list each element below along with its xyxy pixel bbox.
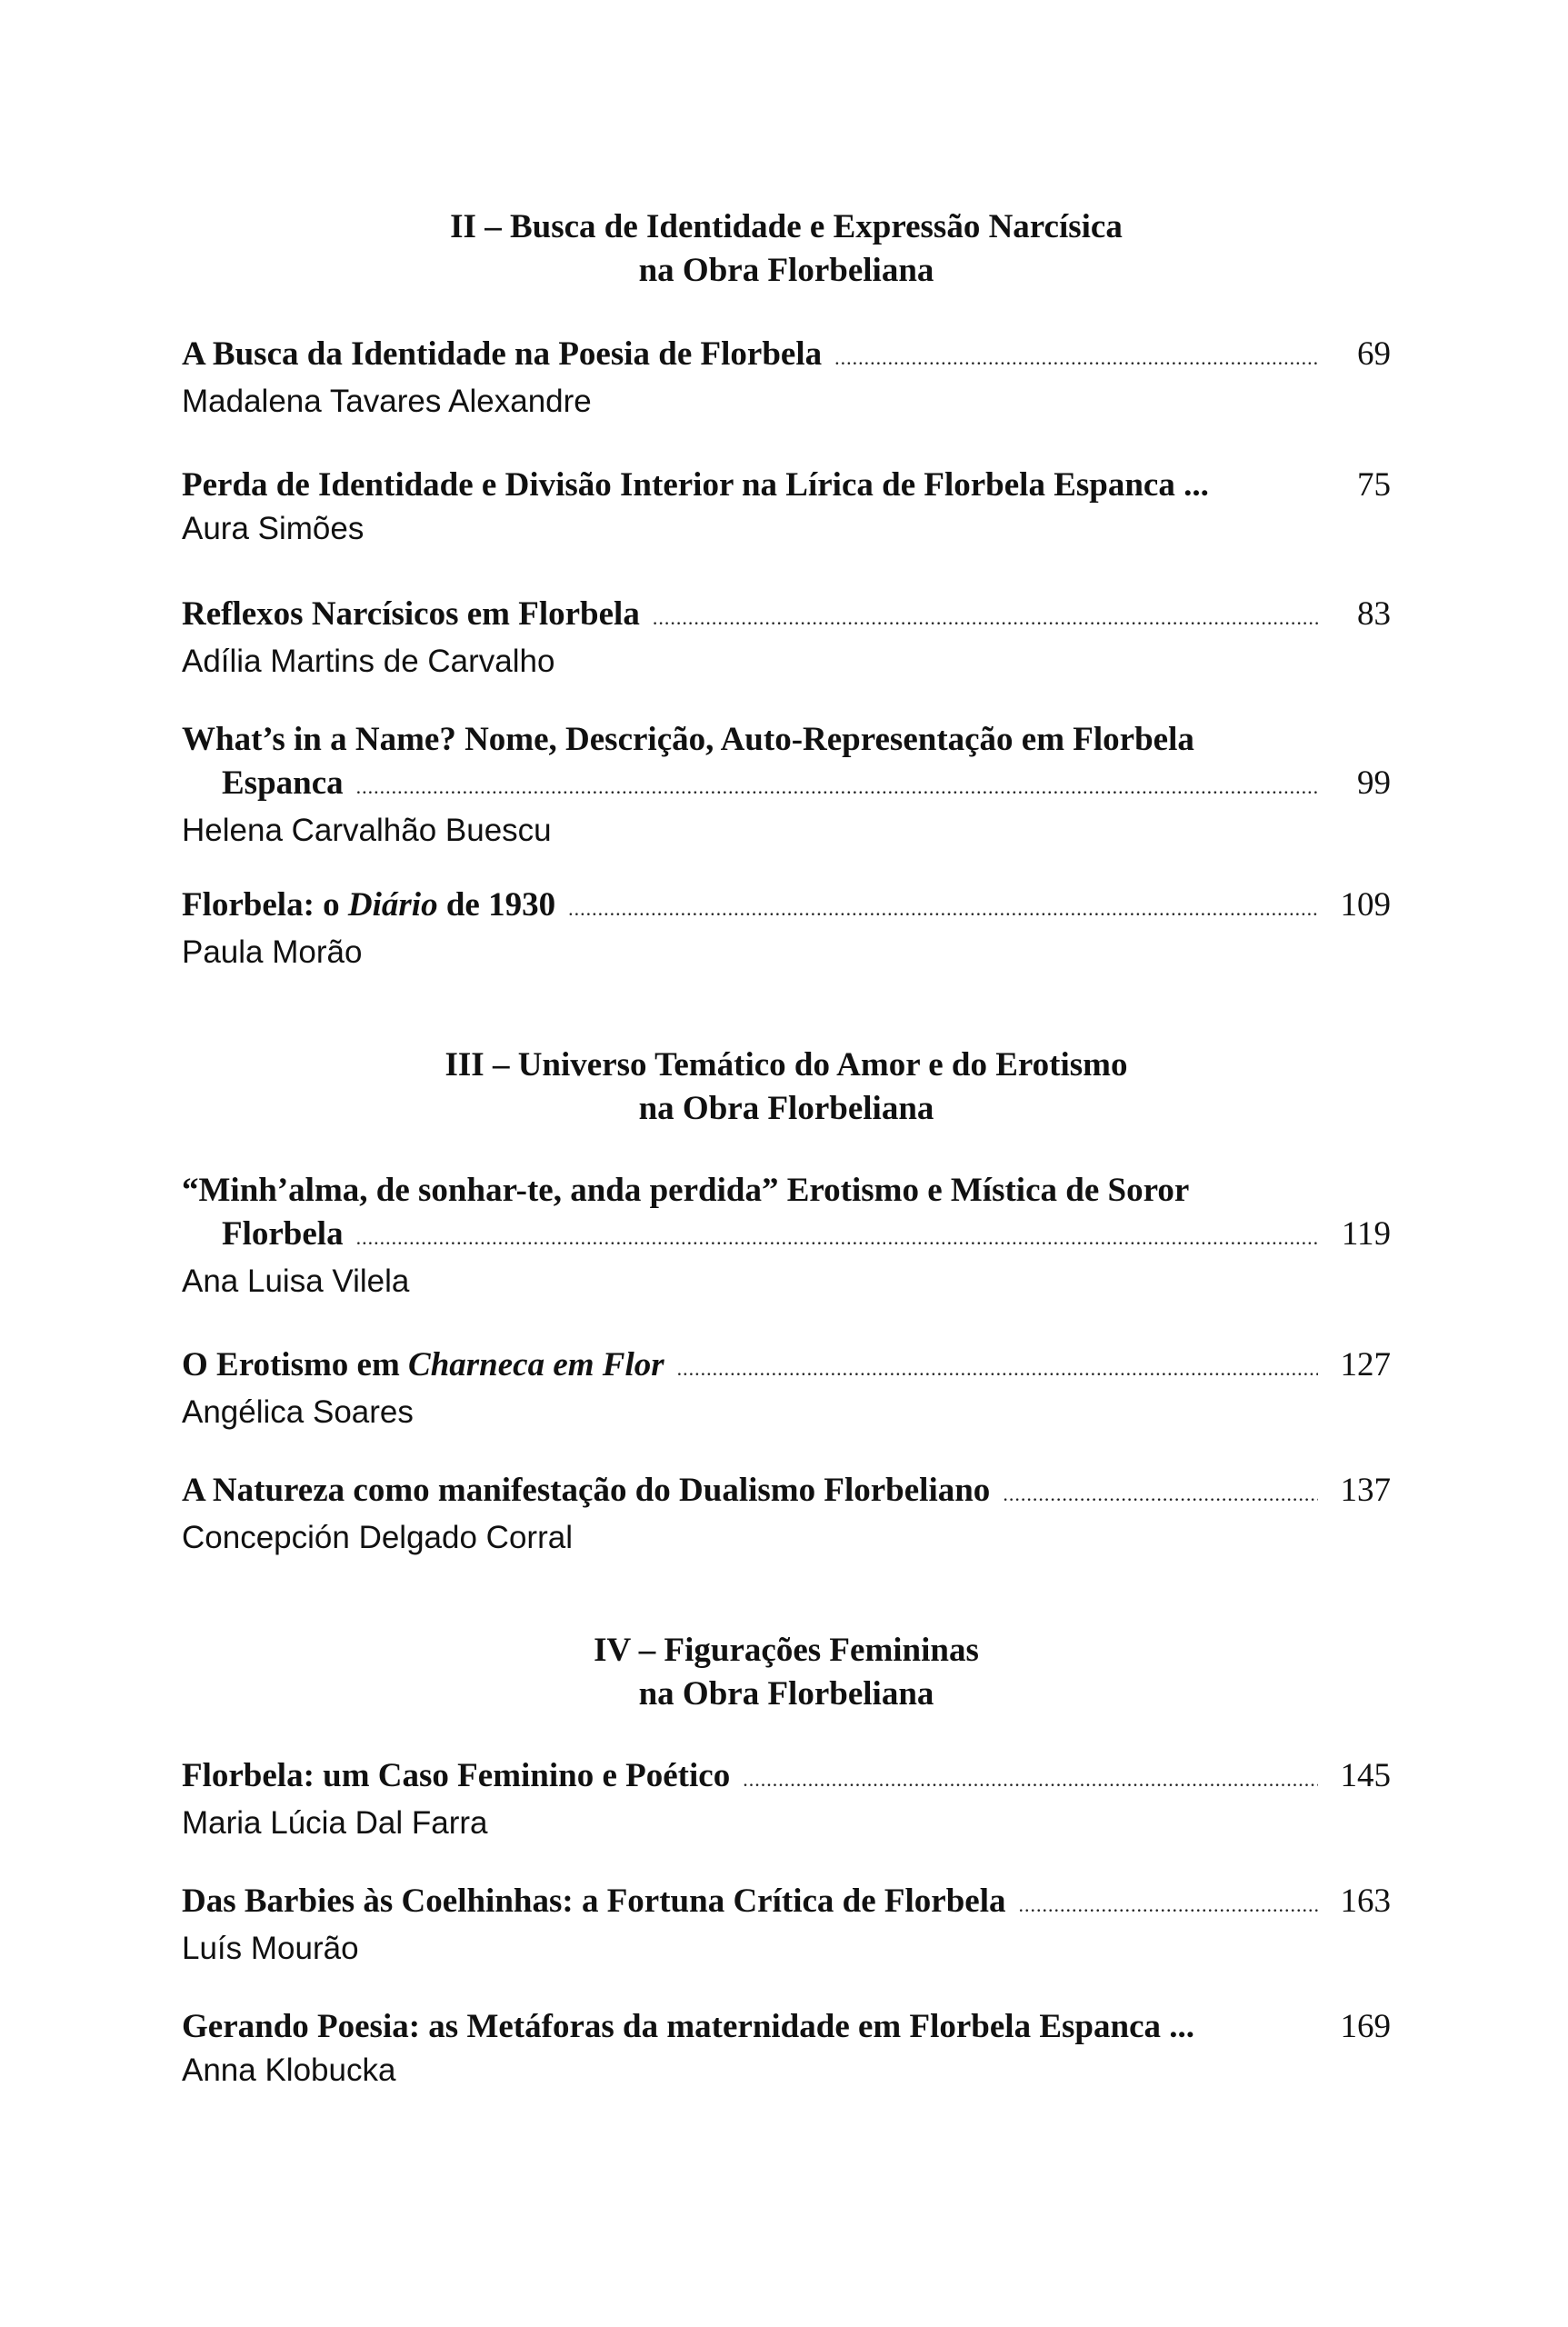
page-number: 75 [1357,466,1391,504]
leader-dots [677,1347,1318,1391]
entry-author: Aura Simões [182,511,365,546]
entry-author: Anna Klobucka [182,2052,396,2088]
entry-author: Concepción Delgado Corral [182,1520,573,1555]
leader-dots [1003,1473,1318,1516]
entry-title: O Erotismo em [182,1346,400,1383]
entry-title-italic: Diário [347,886,438,924]
page-number: 99 [1357,764,1391,802]
entry-author: Maria Lúcia Dal Farra [182,1805,488,1841]
page-number: 119 [1341,1215,1391,1253]
leader-dots [356,1216,1318,1260]
section-heading-line: na Obra Florbeliana [638,1675,934,1713]
leader-dots [568,887,1318,931]
entry-title-italic: Charneca em Flor [408,1346,664,1383]
toc-entry[interactable] [182,1469,1391,1560]
entry-title: Reflexos Narcísicos em Florbela [182,595,640,633]
entry-title-continued: Espanca [222,764,344,802]
entry-title: Florbela: o [182,886,340,924]
leader-dots [653,596,1318,640]
section-heading-ii [182,205,1391,293]
page-number: 137 [1340,1472,1391,1509]
leader-dots [834,336,1318,380]
page-number: 145 [1340,1757,1391,1794]
entry-title-end: de 1930 [445,886,556,924]
entry-author: Ana Luisa Vilela [182,1263,410,1299]
toc-entry[interactable] [182,1343,1391,1434]
section-heading-line: na Obra Florbeliana [638,1090,934,1127]
entry-author: Helena Carvalhão Buescu [182,813,552,848]
toc-entry[interactable] [182,1169,1391,1303]
toc-entry[interactable] [182,2005,1391,2092]
entry-author: Paula Morão [182,934,363,970]
entry-author: Adília Martins de Carvalho [182,644,555,679]
entry-title: A Natureza como manifestação do Dualismo Florbeliano [182,1472,991,1509]
leader-dots [356,765,1318,809]
page-number: 83 [1357,595,1391,633]
page-number: 169 [1340,2008,1391,2045]
section-heading-iv [182,1629,1391,1716]
entry-author: Madalena Tavares Alexandre [182,384,592,419]
page-number: 127 [1340,1346,1391,1383]
section-heading-line: III – Universo Temático do Amor e do Erotismo [444,1046,1128,1084]
page-number: 109 [1340,886,1391,924]
page-number: 163 [1340,1883,1391,1920]
entry-title: Perda de Identidade e Divisão Interior na Lírica de Florbela Espanca ... [182,466,1209,504]
entry-title: “Minh’alma, de sonhar-te, anda perdida” Erotismo e Mística de Soror [182,1172,1190,1209]
section-heading-line: II – Busca de Identidade e Expressão Narcísica [450,208,1123,245]
entry-title: What’s in a Name? Nome, Descrição, Auto-Representação em Florbela [182,721,1194,758]
entry-title: Das Barbies às Coelhinhas: a Fortuna Crítica de Florbela [182,1883,1006,1920]
leader-dots [743,1758,1318,1802]
toc-entry[interactable] [182,593,1391,684]
entry-author: Luís Mourão [182,1931,359,1966]
toc-entry[interactable] [182,1880,1391,1971]
entry-title: Florbela: um Caso Feminino e Poético [182,1757,731,1794]
entry-title: Gerando Poesia: as Metáforas da maternidade em Florbela Espanca ... [182,2008,1194,2045]
entry-title: A Busca da Identidade na Poesia de Florbela [182,335,823,373]
toc-entry[interactable] [182,1754,1391,1845]
section-heading-line: IV – Figurações Femininas [594,1632,979,1669]
entry-title-continued: Florbela [222,1215,344,1253]
toc-entry[interactable] [182,718,1391,853]
leader-dots [1018,1883,1318,1927]
page-number: 69 [1357,335,1391,373]
toc-entry[interactable] [182,333,1391,424]
section-heading-line: na Obra Florbeliana [638,252,934,289]
toc-entry[interactable] [182,464,1391,551]
toc-entry[interactable] [182,884,1391,974]
section-heading-iii [182,1044,1391,1131]
entry-author: Angélica Soares [182,1394,414,1430]
